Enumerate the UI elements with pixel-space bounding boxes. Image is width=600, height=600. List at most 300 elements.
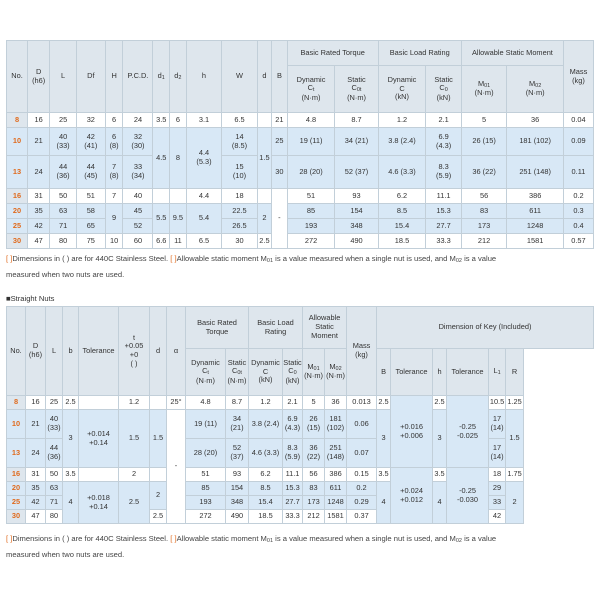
footnote-text: is a value <box>464 534 497 543</box>
nm-unit: (N·m) <box>525 88 545 98</box>
c-label: C <box>262 366 269 376</box>
col-header-h-small: h <box>186 41 222 113</box>
cell-c0-value: 8.3 <box>438 162 449 172</box>
cell-c0t: 490 <box>335 234 378 249</box>
cell-ct: 19 (11) <box>287 128 335 156</box>
cell-c0-alt: (5.9) <box>436 171 452 180</box>
cell-m01: 83 <box>461 204 506 219</box>
col-header-m02 <box>325 349 347 396</box>
cell-l-alt: (36) <box>47 452 61 461</box>
straight-nut-spec-table <box>6 306 594 524</box>
cell-c: 3.8 (2.4) <box>378 128 426 156</box>
col-header-dynamic-c <box>249 349 283 396</box>
footnote-mark: [ ] <box>6 254 13 263</box>
col-header-static-c0t <box>335 66 378 113</box>
cell-l: 25 <box>46 396 63 410</box>
cell-key-b: 2.5 <box>377 396 391 410</box>
cell-d-col-merged: 2 <box>150 482 167 510</box>
cell-b: 30 <box>272 156 288 189</box>
row-no: 10 <box>7 410 26 439</box>
cell-w-alt: (8.5) <box>231 140 248 150</box>
cell-d: 21 <box>26 410 46 439</box>
cell-m01: 83 <box>303 482 325 496</box>
col-header-allowable-static-moment: Allowable Static Moment <box>461 41 563 66</box>
cell-c0t-value: 52 <box>232 443 242 453</box>
cell-c: 6.2 <box>378 189 426 204</box>
cell-m02: 1248 <box>507 219 564 234</box>
cell-h-alt: (8) <box>109 171 119 180</box>
col-header-basic-rated-torque: Basic Rated Torque <box>186 307 249 349</box>
cell-c0: 15.3 <box>426 204 462 219</box>
col-header-d1 <box>153 41 170 113</box>
cell-tolerance-merged <box>79 410 119 468</box>
footnote-sub: 02 <box>455 538 462 544</box>
col-header-basic-load-rating: Basic Load Rating <box>249 307 303 349</box>
col-header-t-paren: ( ) <box>130 358 138 368</box>
cell-b-merged: - <box>272 189 288 249</box>
cell-c0t: 490 <box>226 510 249 524</box>
cell-l-value: 40 <box>49 414 59 424</box>
col-header-static-c0 <box>426 66 462 113</box>
cell-d: 35 <box>28 204 50 219</box>
cell-tolerance <box>79 468 119 482</box>
cell-c: 1.2 <box>249 396 283 410</box>
cell-m01 <box>303 410 325 439</box>
col-header-m01 <box>303 349 325 396</box>
cell-b: 21 <box>272 113 288 128</box>
cell-c0: 15.3 <box>283 482 303 496</box>
cell-key-h-merged: 3 <box>433 410 447 468</box>
m02-sub: 02 <box>335 365 342 372</box>
col-header-l: L <box>50 41 77 113</box>
cell-d: 24 <box>28 156 50 189</box>
cell-w: 6.5 <box>222 113 258 128</box>
cell-m01: 56 <box>303 468 325 482</box>
static-label: Static <box>347 74 366 84</box>
cell-m02 <box>325 439 347 468</box>
cell-d: 21 <box>28 128 50 156</box>
cell-m01: 56 <box>461 189 506 204</box>
cell-c0-alt: (4.3) <box>284 423 301 432</box>
cell-h-small: 6.5 <box>186 234 222 249</box>
cell-key-h-tolerance-merged <box>447 396 489 468</box>
col-header-b: B <box>272 41 288 113</box>
cell-t-merged: 1.5 <box>119 410 150 468</box>
cell-df: 51 <box>76 189 105 204</box>
col-header-no: No. <box>7 41 28 113</box>
cell-df: 75 <box>76 234 105 249</box>
cell-c0-alt: (4.3) <box>436 140 452 150</box>
cell-b-small: 2.5 <box>63 396 79 410</box>
col-header-d-sub: (h6) <box>32 75 46 85</box>
col-header-d <box>28 41 50 113</box>
cell-m02: 1248 <box>325 496 347 510</box>
cell-d-col-merged: 1.5 <box>257 128 271 189</box>
col-header-key-h-tolerance: Tolerance <box>447 349 489 396</box>
cell-key-l1 <box>489 410 506 439</box>
footnote-sub: 01 <box>266 538 274 544</box>
cell-t: 1.2 <box>119 396 150 410</box>
cell-l-alt: (33) <box>56 140 70 150</box>
m01-sub: 01 <box>313 365 320 372</box>
cell-m01: 5 <box>461 113 506 128</box>
cell-c0-alt: (5.9) <box>284 452 301 461</box>
cell-m01-value: 26 <box>309 414 318 424</box>
cell-c0t: 34 (21) <box>335 128 378 156</box>
cell-m02-value: 181 <box>329 414 342 424</box>
cell-l: 63 <box>50 204 77 219</box>
cell-m01: 212 <box>303 510 325 524</box>
cell-ct: 51 <box>287 189 335 204</box>
nm-unit: (N·m) <box>196 375 215 385</box>
cell-c0-value: 8.3 <box>287 443 298 453</box>
tol-lower: +0.14 <box>89 437 108 447</box>
row-no: 8 <box>7 113 28 128</box>
col-header-t-tol-lower: +0 <box>129 350 139 359</box>
cell-mass: 0.57 <box>563 234 593 249</box>
cell-tolerance-merged <box>79 482 119 524</box>
cell-c0t: 93 <box>335 189 378 204</box>
col-header-dynamic-c <box>378 66 426 113</box>
cell-c0: 2.1 <box>283 396 303 410</box>
col-header-l: L <box>46 307 63 396</box>
col-header-d-sub: (h6) <box>28 350 43 359</box>
cell-pcd: 40 <box>123 189 153 204</box>
cell-h <box>105 128 123 156</box>
footnote-mark: [ ] <box>6 534 13 543</box>
table-row <box>7 113 594 128</box>
col-header-d1-text: d <box>157 70 162 80</box>
tol-lower: -0.030 <box>457 494 479 504</box>
dynamic-label: Dynamic <box>251 357 280 367</box>
cell-l1-value: 17 <box>492 443 502 453</box>
footnote-text: Allowable static moment M <box>176 534 267 543</box>
cell-d: 24 <box>26 439 46 468</box>
cell-c: 8.5 <box>378 204 426 219</box>
cell-d: 16 <box>26 396 46 410</box>
cell-d2: 6 <box>170 113 187 128</box>
cell-tolerance <box>79 396 119 410</box>
nm-unit: (N·m) <box>474 88 494 98</box>
cell-mass: 0.2 <box>563 189 593 204</box>
footnote-text: measured when two nuts are used. <box>6 270 125 280</box>
cell-d-col <box>257 113 271 128</box>
table2-footnote <box>6 532 594 561</box>
cell-pcd <box>123 156 153 189</box>
col-header-basic-rated-torque: Basic Rated Torque <box>287 41 378 66</box>
table-row <box>7 234 594 249</box>
cell-ct: 193 <box>186 496 226 510</box>
cell-h: 7 <box>105 189 123 204</box>
footnote-text: measured when two nuts are used. <box>6 550 125 560</box>
col-header-m01 <box>461 66 506 113</box>
cell-key-l1: 42 <box>489 510 506 524</box>
tol-lower: +0.006 <box>400 430 423 440</box>
cell-d-col <box>257 189 271 204</box>
cell-l <box>50 156 77 189</box>
col-header-d2 <box>170 41 187 113</box>
cell-df <box>76 128 105 156</box>
col-header-d2-text: d <box>174 70 179 80</box>
cell-l: 25 <box>50 113 77 128</box>
ct-label: C <box>202 366 208 376</box>
cell-w: 18 <box>222 189 258 204</box>
cell-c0 <box>283 439 303 468</box>
col-header-basic-load-rating: Basic Load Rating <box>378 41 461 66</box>
cell-key-b-tolerance-merged <box>391 396 433 468</box>
table-row <box>7 482 594 496</box>
cell-pcd: 52 <box>123 219 153 234</box>
cell-d1 <box>153 189 170 204</box>
col-header-mass-unit: (kg) <box>355 350 368 359</box>
cell-h-small-merged: 5.4 <box>186 204 222 234</box>
cell-c: 6.2 <box>249 468 283 482</box>
footnote-text: is a value measured when a single nut is used, and M <box>275 254 456 263</box>
c-label: C <box>399 83 405 93</box>
cell-w-alt: (10) <box>232 171 247 180</box>
cell-ct: 272 <box>186 510 226 524</box>
static-label: Static <box>283 357 302 367</box>
cell-ct: 85 <box>186 482 226 496</box>
cell-d-col-merged: 2 <box>257 204 271 234</box>
cell-df-alt: (45) <box>84 171 98 180</box>
m02-label: M <box>528 78 536 88</box>
cell-l-value: 44 <box>49 443 59 453</box>
cell-m01: 173 <box>461 219 506 234</box>
cell-l-value: 44 <box>58 162 68 172</box>
cell-d: 31 <box>26 468 46 482</box>
cell-m01: 212 <box>461 234 506 249</box>
tol-upper: +0.024 <box>400 485 423 495</box>
cell-w: 30 <box>222 234 258 249</box>
cell-key-r: 1.75 <box>506 468 524 482</box>
footnote-text: Allowable static moment M <box>176 254 267 263</box>
cell-m02-alt: (102) <box>326 423 345 432</box>
c0t-sub: 0t <box>237 370 242 377</box>
dynamic-label: Dynamic <box>191 357 220 367</box>
cell-l-alt: (36) <box>56 171 70 180</box>
cell-c0t-value: 34 <box>232 414 242 424</box>
cell-b-small-merged: 4 <box>63 482 79 524</box>
cell-mass: 0.3 <box>563 204 593 219</box>
cell-d-col <box>150 396 167 410</box>
cell-ct: 28 (20) <box>186 439 226 468</box>
c0-label: C <box>439 83 445 93</box>
cell-b: 25 <box>272 128 288 156</box>
cell-m02: 611 <box>325 482 347 496</box>
col-header-dynamic-ct <box>186 349 226 396</box>
col-header-d-text: D <box>36 66 42 76</box>
cell-d-col: 2.5 <box>150 510 167 524</box>
row-no: 16 <box>7 468 26 482</box>
cell-ct: 272 <box>287 234 335 249</box>
cell-l1-alt: (14) <box>490 452 504 461</box>
kn-unit: (kN) <box>395 92 409 102</box>
cell-l: 63 <box>46 482 63 496</box>
cell-key-b-merged: 4 <box>377 482 391 524</box>
dynamic-label: Dynamic <box>387 74 417 84</box>
col-header-tolerance: Tolerance <box>79 307 119 396</box>
row-no: 30 <box>7 234 28 249</box>
col-header-dynamic-ct <box>287 66 335 113</box>
cell-m01: 26 (15) <box>461 128 506 156</box>
cell-h-small-merged <box>186 128 222 189</box>
cell-df-value: 42 <box>86 131 95 141</box>
footnote-sub: 01 <box>266 258 274 264</box>
cell-l: 50 <box>46 468 63 482</box>
cell-mass: 0.37 <box>347 510 377 524</box>
row-no: 25 <box>7 496 26 510</box>
cell-d: 47 <box>28 234 50 249</box>
cell-w-value: 14 <box>235 131 244 141</box>
cell-d1-merged: 4.5 <box>153 128 170 189</box>
l1-label: L <box>493 366 498 376</box>
cell-h-alt: (8) <box>109 140 119 150</box>
cell-c: 4.6 (3.3) <box>378 156 426 189</box>
nm-unit: (N·m) <box>227 375 247 385</box>
col-header-key-l1 <box>489 349 506 396</box>
col-header-d-text: D <box>32 341 39 351</box>
cell-l1-value: 17 <box>492 414 502 424</box>
cell-h-value: 7 <box>112 162 117 172</box>
cell-df-alt: (41) <box>84 140 98 150</box>
cell-t: 2 <box>119 468 150 482</box>
cell-c0t: 93 <box>226 468 249 482</box>
cell-df: 65 <box>76 219 105 234</box>
row-no: 30 <box>7 510 26 524</box>
cell-alpha-merged: - <box>167 410 186 524</box>
cell-c0: 27.7 <box>283 496 303 510</box>
cell-d2-merged: 8 <box>170 128 187 189</box>
cell-m01-alt: (22) <box>306 452 321 461</box>
cell-m01: 173 <box>303 496 325 510</box>
cell-m01 <box>303 439 325 468</box>
static-label: Static <box>227 357 247 367</box>
cell-pcd-alt: (34) <box>131 171 145 180</box>
tol-upper: +0.016 <box>400 421 423 431</box>
tol-upper: +0.018 <box>87 492 110 502</box>
cell-c0t-alt: (21) <box>230 423 244 432</box>
cell-key-r-merged: 2 <box>506 482 524 524</box>
cell-key-l1 <box>489 439 506 468</box>
footnote-text: Dimensions in ( ) are for 440C Stainless Steel. <box>12 254 169 263</box>
cell-key-b-tolerance-merged <box>391 468 433 524</box>
cell-key-l1: 18 <box>489 468 506 482</box>
cell-m01-value: 36 <box>309 443 318 453</box>
cell-d2-merged: 9.5 <box>170 204 187 234</box>
cell-c: 18.5 <box>378 234 426 249</box>
row-no: 8 <box>7 396 26 410</box>
cell-m02: 36 <box>507 113 564 128</box>
cell-m02-alt: (148) <box>326 452 345 461</box>
cell-key-l1: 29 <box>489 482 506 496</box>
cell-pcd-value: 32 <box>133 131 143 141</box>
cell-m02: 1581 <box>507 234 564 249</box>
cell-d: 35 <box>26 482 46 496</box>
cell-d1-merged: 5.5 <box>153 204 170 234</box>
cell-d1: 3.5 <box>153 113 170 128</box>
cell-h <box>105 156 123 189</box>
cell-d: 42 <box>26 496 46 510</box>
cell-mass: 0.07 <box>347 439 377 468</box>
cell-d2 <box>170 189 187 204</box>
table-row <box>7 204 594 219</box>
cell-c: 4.6 (3.3) <box>249 439 283 468</box>
m02-label: M <box>329 361 336 371</box>
kn-unit: (kN) <box>436 92 451 102</box>
col-header-allowable-static-moment: Allowable Static Moment <box>303 307 347 349</box>
cell-ct: 19 (11) <box>186 410 226 439</box>
m01-label: M <box>477 78 485 88</box>
cell-h-small: 4.4 <box>186 189 222 204</box>
cell-h-merged: 9 <box>105 204 123 234</box>
cell-t-merged: 2.5 <box>119 482 150 524</box>
cell-mass: 0.15 <box>347 468 377 482</box>
cell-w: 22.5 <box>222 204 258 219</box>
cell-c: 15.4 <box>378 219 426 234</box>
cell-m02-value: 251 <box>329 443 342 453</box>
cell-h-small-value: 4.4 <box>198 148 210 158</box>
cell-d: 31 <box>28 189 50 204</box>
cell-l-value: 40 <box>58 131 68 141</box>
kn-unit: (kN) <box>285 375 300 385</box>
col-header-d-col: d <box>257 41 271 113</box>
cell-c0t: 8.7 <box>226 396 249 410</box>
cell-l: 50 <box>50 189 77 204</box>
cell-w: 26.5 <box>222 219 258 234</box>
section-title-straight-nuts: ■Straight Nuts <box>6 294 55 303</box>
cell-l <box>46 410 63 439</box>
col-header-mass-text: Mass <box>352 341 371 351</box>
cell-c: 1.2 <box>378 113 426 128</box>
cell-c0t: 154 <box>335 204 378 219</box>
cell-l: 80 <box>50 234 77 249</box>
cell-key-h-tolerance-merged <box>447 468 489 524</box>
cell-key-b: 3.5 <box>377 468 391 482</box>
cell-c0t <box>226 439 249 468</box>
cell-key-h: 3.5 <box>433 468 447 482</box>
col-header-h: H <box>105 41 123 113</box>
cell-df: 32 <box>76 113 105 128</box>
tol-upper: -0.25 <box>459 421 476 431</box>
row-no: 16 <box>7 189 28 204</box>
table-row <box>7 156 594 189</box>
cell-d-col: 2.5 <box>257 234 271 249</box>
cell-pcd <box>123 128 153 156</box>
col-header-no: No. <box>7 307 26 396</box>
cell-mass: 0.04 <box>563 113 593 128</box>
cell-h: 6 <box>105 113 123 128</box>
cell-m02: 251 (148) <box>507 156 564 189</box>
cell-b-small-merged: 3 <box>63 410 79 468</box>
col-header-d <box>26 307 46 396</box>
cell-m01: 36 (22) <box>461 156 506 189</box>
footnote-text: Dimensions in ( ) are for 440C Stainless Steel. <box>12 534 169 543</box>
col-header-key-r: R <box>506 349 524 396</box>
cell-m02: 36 <box>325 396 347 410</box>
cell-h: 10 <box>105 234 123 249</box>
footnote-text: is a value measured when a single nut is used, and M <box>275 534 456 543</box>
dynamic-label: Dynamic <box>296 74 326 84</box>
cell-m01-alt: (15) <box>306 423 321 432</box>
cell-df-value: 44 <box>86 162 95 172</box>
c0t-label: C <box>232 366 238 376</box>
col-header-d2-sub: 2 <box>178 74 182 81</box>
col-header-key-b-tolerance: Tolerance <box>391 349 433 396</box>
cell-d: 47 <box>26 510 46 524</box>
cell-d: 16 <box>28 113 50 128</box>
table-row <box>7 410 594 439</box>
